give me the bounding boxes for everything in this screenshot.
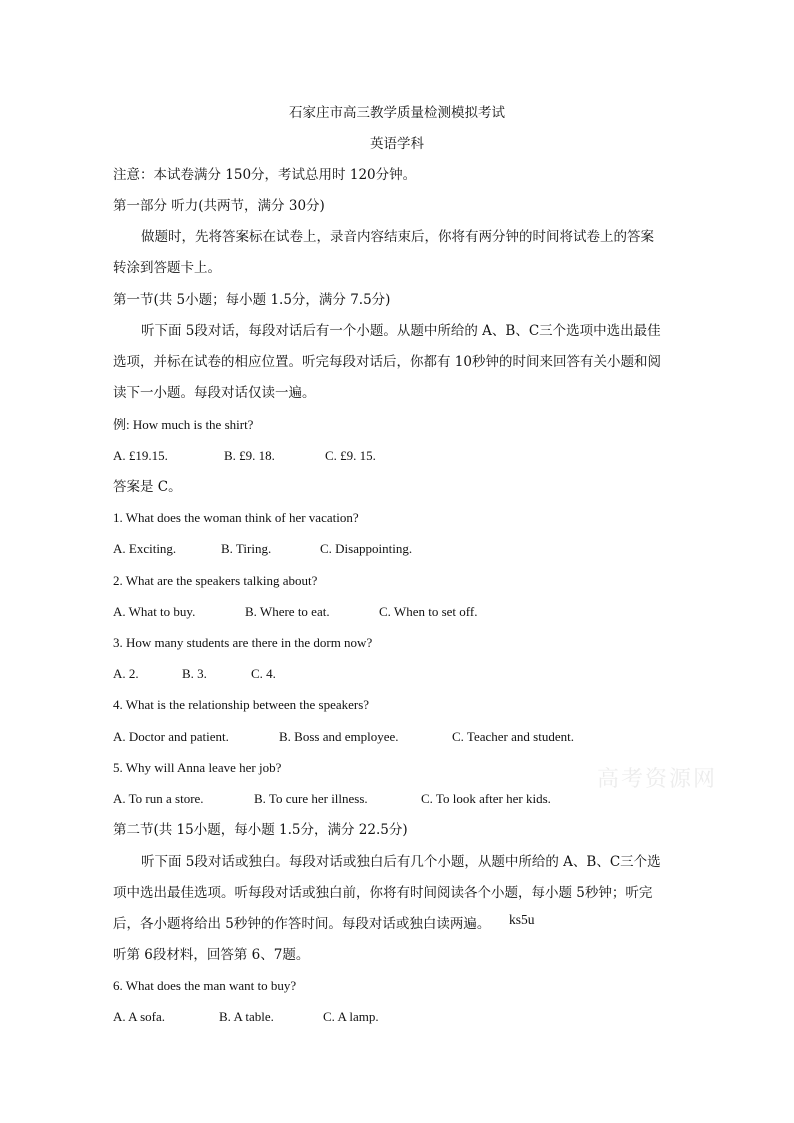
section2-instruction-line3: 后，各小题将给出 5秒钟的作答时间。每段对话或独白读两遍。 <box>113 916 491 932</box>
exam-subject: 英语学科 <box>370 136 424 152</box>
part1-heading: 第一部分 听力(共两节，满分 30分) <box>113 198 325 214</box>
question-1-option-b: B. Tiring. <box>221 541 272 556</box>
exam-notice: 注意：本试卷满分 150分，考试总用时 120分钟。 <box>113 167 417 183</box>
question-6-option-a: A. A sofa. <box>113 1009 165 1024</box>
question-5-option-a: A. To run a store. <box>113 791 204 806</box>
part1-instruction-line2: 转涂到答题卡上。 <box>113 260 221 276</box>
question-3-option-a: A. 2. <box>113 666 139 681</box>
question-6-option-b: B. A table. <box>219 1009 274 1024</box>
example-option-a: A. £19.15. <box>113 448 168 463</box>
question-2-stem: 2. What are the speakers talking about? <box>113 573 318 588</box>
example-question: 例: How much is the shirt? <box>113 417 254 432</box>
exam-title: 石家庄市高三教学质量检测模拟考试 <box>289 105 505 121</box>
example-option-c: C. £9. 15. <box>325 448 376 463</box>
question-4-stem: 4. What is the relationship between the speakers? <box>113 697 370 712</box>
section2-instruction-line2: 项中选出最佳选项。听每段对话或独白前，你将有时间阅读各个小题，每小题 5秒钟；听完 <box>113 885 653 901</box>
watermark-text: 高考资源网 <box>597 767 718 792</box>
example-answer: 答案是 C。 <box>113 479 182 495</box>
question-1-option-a: A. Exciting. <box>113 541 177 556</box>
question-3-stem: 3. How many students are there in the dorm now? <box>113 635 373 650</box>
section1-instruction-line3: 读下一小题。每段对话仅读一遍。 <box>113 385 316 401</box>
section1-heading: 第一节(共 5小题；每小题 1.5分，满分 7.5分) <box>113 292 391 308</box>
question-2-option-b: B. Where to eat. <box>245 604 330 619</box>
question-5-option-c: C. To look after her kids. <box>421 791 551 806</box>
section2-heading: 第二节(共 15小题，每小题 1.5分，满分 22.5分) <box>113 822 408 838</box>
question-5-option-b: B. To cure her illness. <box>254 791 368 806</box>
ks5u-mark: ks5u <box>509 912 535 927</box>
question-6-stem: 6. What does the man want to buy? <box>113 978 297 993</box>
question-2-option-a: A. What to buy. <box>113 604 196 619</box>
question-5-stem: 5. Why will Anna leave her job? <box>113 760 282 775</box>
question-1-stem: 1. What does the woman think of her vacation? <box>113 510 359 525</box>
question-4-option-b: B. Boss and employee. <box>279 729 399 744</box>
section2-instruction-line1: 听下面 5段对话或独白。每段对话或独白后有几个小题，从题中所给的 A、B、C三个选 <box>141 854 661 870</box>
question-4-option-a: A. Doctor and patient. <box>113 729 229 744</box>
part1-instruction-line1: 做题时，先将答案标在试卷上，录音内容结束后，你将有两分钟的时间将试卷上的答案 <box>141 229 654 245</box>
example-option-b: B. £9. 18. <box>224 448 275 463</box>
question-4-option-c: C. Teacher and student. <box>452 729 574 744</box>
question-3-option-c: C. 4. <box>251 666 276 681</box>
question-2-option-c: C. When to set off. <box>379 604 478 619</box>
question-3-option-b: B. 3. <box>182 666 207 681</box>
material-6-heading: 听第 6段材料，回答第 6、7题。 <box>113 947 310 963</box>
question-1-option-c: C. Disappointing. <box>320 541 413 556</box>
question-6-option-c: C. A lamp. <box>323 1009 379 1024</box>
section1-instruction-line1: 听下面 5段对话，每段对话后有一个小题。从题中所给的 A、B、C三个选项中选出最佳 <box>141 323 661 339</box>
section1-instruction-line2: 选项，并标在试卷的相应位置。听完每段对话后，你都有 10秒钟的时间来回答有关小题和阅 <box>113 354 661 370</box>
